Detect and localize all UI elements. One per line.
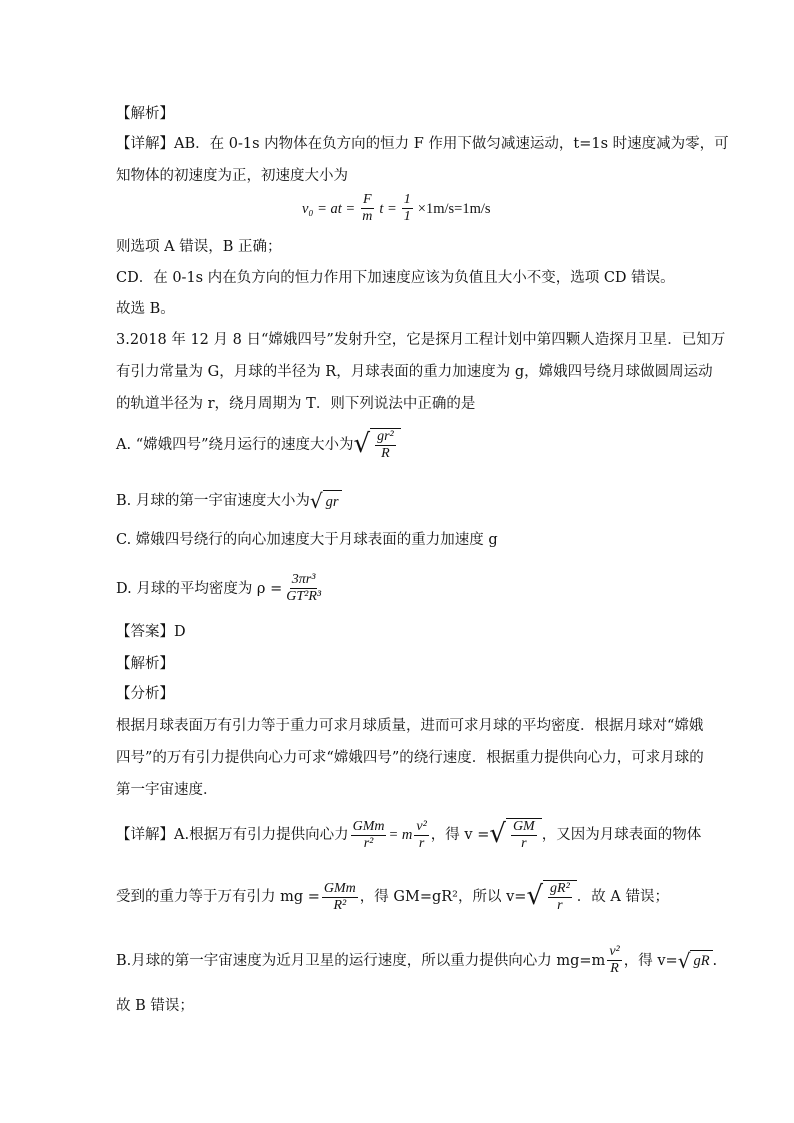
detail-a-f2-num: v² (416, 818, 427, 834)
option-c: C. 嫦娥四号绕行的向心加速度大于月球表面的重力加速度 g (116, 532, 498, 548)
eq1-f2-num: 1 (403, 192, 411, 207)
detail-a-sqrt-frac (511, 819, 537, 852)
detail-a-text-3: ，又因为月球表面的物体 (541, 827, 702, 843)
detail-b-sqrt (678, 950, 713, 972)
question-3-line-1: 3.2018 年 12 月 8 日“嫦娥四号”发射升空，它是探月工程计划中第四颗人造探月卫星．已知万 (116, 332, 726, 348)
option-b-sqrt (310, 490, 342, 512)
detail-a2-rad-num: gR² (550, 881, 570, 896)
detail-a-text: 【详解】A.根据万有引力提供向心力 (116, 827, 349, 843)
analysis-subheading: 【分析】 (116, 686, 174, 702)
question-3-line-3: 的轨道半径为 r，绕月周期为 T．则下列说法中正确的是 (116, 396, 476, 412)
option-a (116, 428, 401, 462)
option-a-text: A. “嫦娥四号”绕月运行的速度大小为 (116, 437, 354, 453)
detail-a2-den: R² (333, 897, 347, 913)
answer: 【答案】D (116, 624, 186, 640)
detail-a-f1-den: r² (363, 835, 374, 851)
analysis-heading: 【解析】 (116, 106, 174, 122)
eq1-pre: v₀ = at = (302, 200, 356, 217)
analysis-heading-2: 【解析】 (116, 656, 174, 672)
detail-a-frac-2 (414, 819, 428, 852)
eq1-mid: t = (379, 200, 397, 217)
detail-b-line-2: 故 B 错误； (116, 998, 194, 1014)
detail-a2-text-2: ，得 GM=gR²，所以 v= (359, 889, 527, 905)
detail-ab-line-2: 知物体的初速度为正，初速度大小为 (116, 168, 348, 184)
detail-a2-num: GMm (323, 880, 356, 896)
option-b (116, 490, 342, 512)
option-d-text: D. 月球的平均密度为 ρ = (116, 580, 283, 597)
eq1-fraction-f-over-m (360, 192, 374, 225)
option-a-num: gr² (377, 429, 394, 444)
radical-sign: √ (677, 948, 691, 973)
detail-b-text-3: . (712, 952, 718, 969)
detail-a2-text-3: ．故 A 错误； (576, 889, 669, 905)
detail-a-frac-1 (351, 819, 387, 852)
detail-a2-frac (322, 881, 358, 914)
detail-a-rad-den: r (521, 836, 527, 851)
detail-a-line-2 (116, 880, 669, 914)
option-d (116, 572, 325, 605)
radical-sign: √ (353, 429, 371, 459)
eq1-f1-den: m (362, 209, 373, 224)
detail-a2-text: 受到的重力等于万有引力 mg = (116, 889, 320, 905)
conclusion-a-wrong: 则选项 A 错误，B 正确； (116, 239, 282, 255)
detail-b-text: B.月球的第一宇宙速度为近月卫星的运行速度，所以重力提供向心力 mg=m (116, 952, 606, 969)
detail-a2-rad-den: r (557, 898, 563, 913)
option-a-sqrt (354, 428, 401, 462)
eq1-fraction-one (402, 192, 413, 225)
equation-initial-velocity (302, 192, 491, 225)
option-d-den: GT²R³ (286, 589, 322, 604)
radical-sign: √ (526, 881, 544, 911)
detail-b-text-2: ，得 v= (623, 952, 678, 969)
radical-sign: √ (489, 819, 506, 849)
detail-a-f1-num: GMm (352, 818, 385, 834)
detail-a2-sqrt-frac (548, 881, 572, 914)
detail-a-text-2: ，得 v = (430, 827, 490, 843)
question-3-line-2: 有引力常量为 G，月球的半径为 R，月球表面的重力加速度为 g，嫦娥四号绕月球做圆周运动 (116, 364, 713, 380)
radical-sign: √ (309, 489, 323, 513)
detail-b-rad: gR (690, 950, 712, 972)
detail-a-sqrt (489, 818, 541, 852)
option-b-rad: gr (323, 490, 342, 512)
option-d-frac (284, 572, 323, 605)
option-a-den: R (381, 446, 390, 461)
detail-a-rad-num: GM (512, 819, 535, 834)
eq1-f2-den: 1 (403, 209, 411, 224)
detail-b-den: R (610, 961, 619, 976)
detail-a-eq: = m (388, 827, 413, 843)
option-d-num: 3πr³ (291, 572, 316, 587)
detail-a-f2-den: r (418, 835, 425, 851)
detail-b-num: v² (609, 944, 620, 959)
choose-b: 故选 B。 (116, 301, 175, 317)
analysis-line-3: 第一宇宙速度． (116, 782, 218, 798)
detail-a-line-1 (116, 818, 701, 852)
detail-cd: CD．在 0-1s 内在负方向的恒力作用下加速度应该为负值且大小不变，选项 CD 错误。 (116, 270, 675, 286)
option-b-text: B. 月球的第一宇宙速度大小为 (116, 493, 310, 509)
option-a-frac (375, 429, 396, 462)
detail-b-line-1 (116, 944, 717, 977)
analysis-line-2: 四号”的万有引力提供向心力可求“嫦娥四号”的绕行速度．根据重力提供向心力，可求月球的 (116, 750, 704, 766)
eq1-post: ×1m/s=1m/s (417, 200, 491, 217)
eq1-f1-num: F (362, 192, 372, 207)
detail-a2-sqrt (526, 880, 576, 914)
detail-ab-line-1: 【详解】AB．在 0-1s 内物体在负方向的恒力 F 作用下做匀减速运动，t=1s 时速度减为零，可 (116, 136, 729, 152)
analysis-line-1: 根据月球表面万有引力等于重力可求月球质量，进而可求月球的平均密度．根据月球对“嫦娥 (116, 718, 704, 734)
detail-b-frac (607, 944, 621, 977)
